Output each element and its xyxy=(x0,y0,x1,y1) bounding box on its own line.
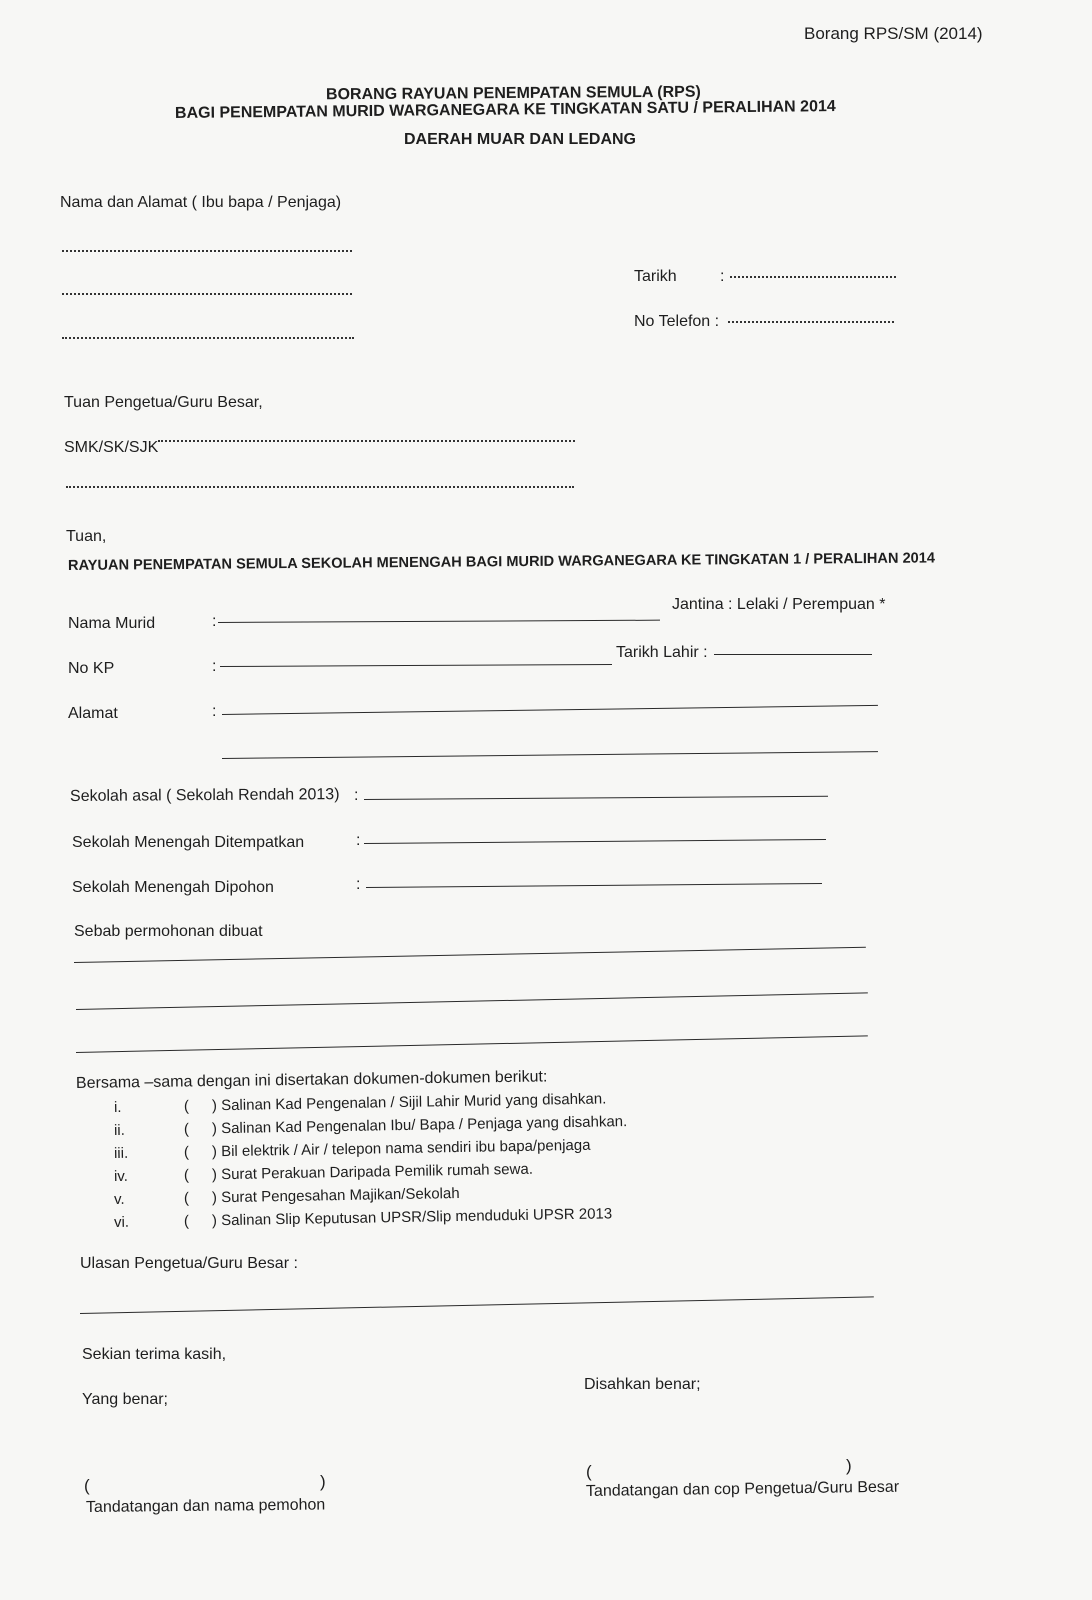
parent-address-line-3[interactable] xyxy=(62,337,354,339)
document-item-checkbox[interactable]: ( xyxy=(183,1166,190,1184)
ulasan-label: Ulasan Pengetua/Guru Besar : xyxy=(80,1255,298,1272)
document-item-checkbox[interactable]: ( xyxy=(183,1212,190,1230)
documents-intro: Bersama –sama dengan ini disertakan dokumen-dokumen berikut: xyxy=(75,1068,548,1092)
principal-paren-close: ) xyxy=(846,1456,852,1475)
document-item-checkbox[interactable]: ( xyxy=(183,1097,190,1115)
document-item-number: ii. xyxy=(113,1121,125,1139)
nama-murid-label: Nama Murid xyxy=(68,615,156,632)
closing-thanks: Sekian terima kasih, xyxy=(82,1346,227,1363)
document-item-text: ) Salinan Kad Pengenalan Ibu/ Bapa / Penjaga yang disahkan. xyxy=(211,1113,628,1138)
applicant-signature-label: Tandatangan dan nama pemohon xyxy=(85,1496,326,1516)
document-item-text: ) Surat Perakuan Daripada Pemilik rumah sewa. xyxy=(211,1160,534,1184)
form-title-line1: BORANG RAYUAN PENEMPATAN SEMULA (RPS) xyxy=(325,83,701,104)
letter-subject: RAYUAN PENEMPATAN SEMULA SEKOLAH MENENGAH BAGI MURID WARGANEGARA KE TINGKATAN 1 / PERALIHAN 2014 xyxy=(67,550,936,574)
alamat-colon: : xyxy=(212,703,217,720)
sekolah-asal-colon: : xyxy=(354,787,359,804)
sekolah-ditempatkan-field[interactable] xyxy=(364,839,826,844)
alamat-field-line-1[interactable] xyxy=(222,705,878,715)
document-item-checkbox[interactable]: ( xyxy=(183,1120,190,1138)
document-item-text: ) Surat Pengesahan Majikan/Sekolah xyxy=(211,1184,460,1207)
nama-murid-field[interactable] xyxy=(218,620,660,623)
principal-signature-label: Tandatangan dan cop Pengetua/Guru Besar xyxy=(585,1478,900,1500)
document-item-checkbox[interactable]: ( xyxy=(183,1143,190,1161)
jantina-label: Jantina : Lelaki / Perempuan * xyxy=(672,596,886,613)
no-kp-label: No KP xyxy=(68,660,115,677)
document-item-text: ) Salinan Kad Pengenalan / Sijil Lahir Murid yang disahkan. xyxy=(211,1090,607,1115)
sekolah-ditempatkan-colon: : xyxy=(356,832,361,849)
sekolah-dipohon-field[interactable] xyxy=(366,883,822,888)
tarikh-lahir-field[interactable] xyxy=(714,654,872,655)
parent-address-line-1[interactable] xyxy=(62,250,352,252)
parent-address-line-2[interactable] xyxy=(62,293,352,295)
sebab-field-line-3[interactable] xyxy=(76,1035,868,1053)
document-item-text: ) Bil elektrik / Air / telepon nama sendiri ibu bapa/penjaga xyxy=(211,1136,591,1161)
nama-murid-colon: : xyxy=(212,613,217,630)
sebab-permohonan-label: Sebab permohonan dibuat xyxy=(74,923,263,940)
alamat-label: Alamat xyxy=(68,705,118,722)
no-kp-field[interactable] xyxy=(220,664,612,667)
form-title-line2: BAGI PENEMPATAN MURID WARGANEGARA KE TINGKATAN SATU / PERALIHAN 2014 xyxy=(174,98,836,122)
tarikh-colon: : xyxy=(720,268,725,285)
closing-yang-benar: Yang benar; xyxy=(82,1391,168,1408)
applicant-paren-close: ) xyxy=(320,1472,326,1491)
sekolah-ditempatkan-label: Sekolah Menengah Ditempatkan xyxy=(72,834,305,851)
tarikh-label: Tarikh xyxy=(634,268,677,285)
school-label: SMK/SK/SJK xyxy=(64,439,159,456)
telefon-field[interactable] xyxy=(728,321,894,323)
tarikh-field[interactable] xyxy=(730,276,896,278)
sekolah-dipohon-colon: : xyxy=(356,876,361,893)
sekolah-dipohon-label: Sekolah Menengah Dipohon xyxy=(72,879,274,896)
document-item-number: iii. xyxy=(113,1144,129,1162)
form-title-line3: DAERAH MUAR DAN LEDANG xyxy=(404,131,636,148)
principal-paren-open: ( xyxy=(586,1462,592,1481)
sekolah-asal-field[interactable] xyxy=(364,796,828,800)
document-item-number: iv. xyxy=(113,1167,129,1185)
sebab-field-line-2[interactable] xyxy=(76,992,868,1010)
document-item xyxy=(114,1160,533,1187)
ulasan-field[interactable] xyxy=(80,1296,874,1314)
school-name-field[interactable] xyxy=(158,440,575,442)
document-item xyxy=(114,1184,460,1210)
tarikh-lahir-label: Tarikh Lahir : xyxy=(616,644,708,661)
sekolah-asal-label: Sekolah asal ( Sekolah Rendah 2013) xyxy=(69,786,340,805)
document-item-text: ) Salinan Slip Keputusan UPSR/Slip menduduki UPSR 2013 xyxy=(211,1205,613,1230)
document-item-number: vi. xyxy=(113,1213,130,1231)
sebab-field-line-1[interactable] xyxy=(74,947,866,963)
form-code: Borang RPS/SM (2014) xyxy=(804,24,983,43)
parent-name-address-label: Nama dan Alamat ( Ibu bapa / Penjaga) xyxy=(60,194,342,211)
telefon-label: No Telefon : xyxy=(634,313,720,330)
no-kp-colon: : xyxy=(212,658,217,675)
applicant-paren-open: ( xyxy=(84,1476,90,1495)
alamat-field-line-2[interactable] xyxy=(222,751,878,759)
addressee-salutation: Tuan Pengetua/Guru Besar, xyxy=(64,394,263,411)
closing-disahkan: Disahkan benar; xyxy=(584,1376,701,1393)
letter-greeting: Tuan, xyxy=(66,528,107,545)
document-item-number: v. xyxy=(113,1190,125,1208)
school-address-field[interactable] xyxy=(66,486,574,488)
document-item-checkbox[interactable]: ( xyxy=(183,1189,190,1207)
document-item-number: i. xyxy=(113,1098,122,1116)
